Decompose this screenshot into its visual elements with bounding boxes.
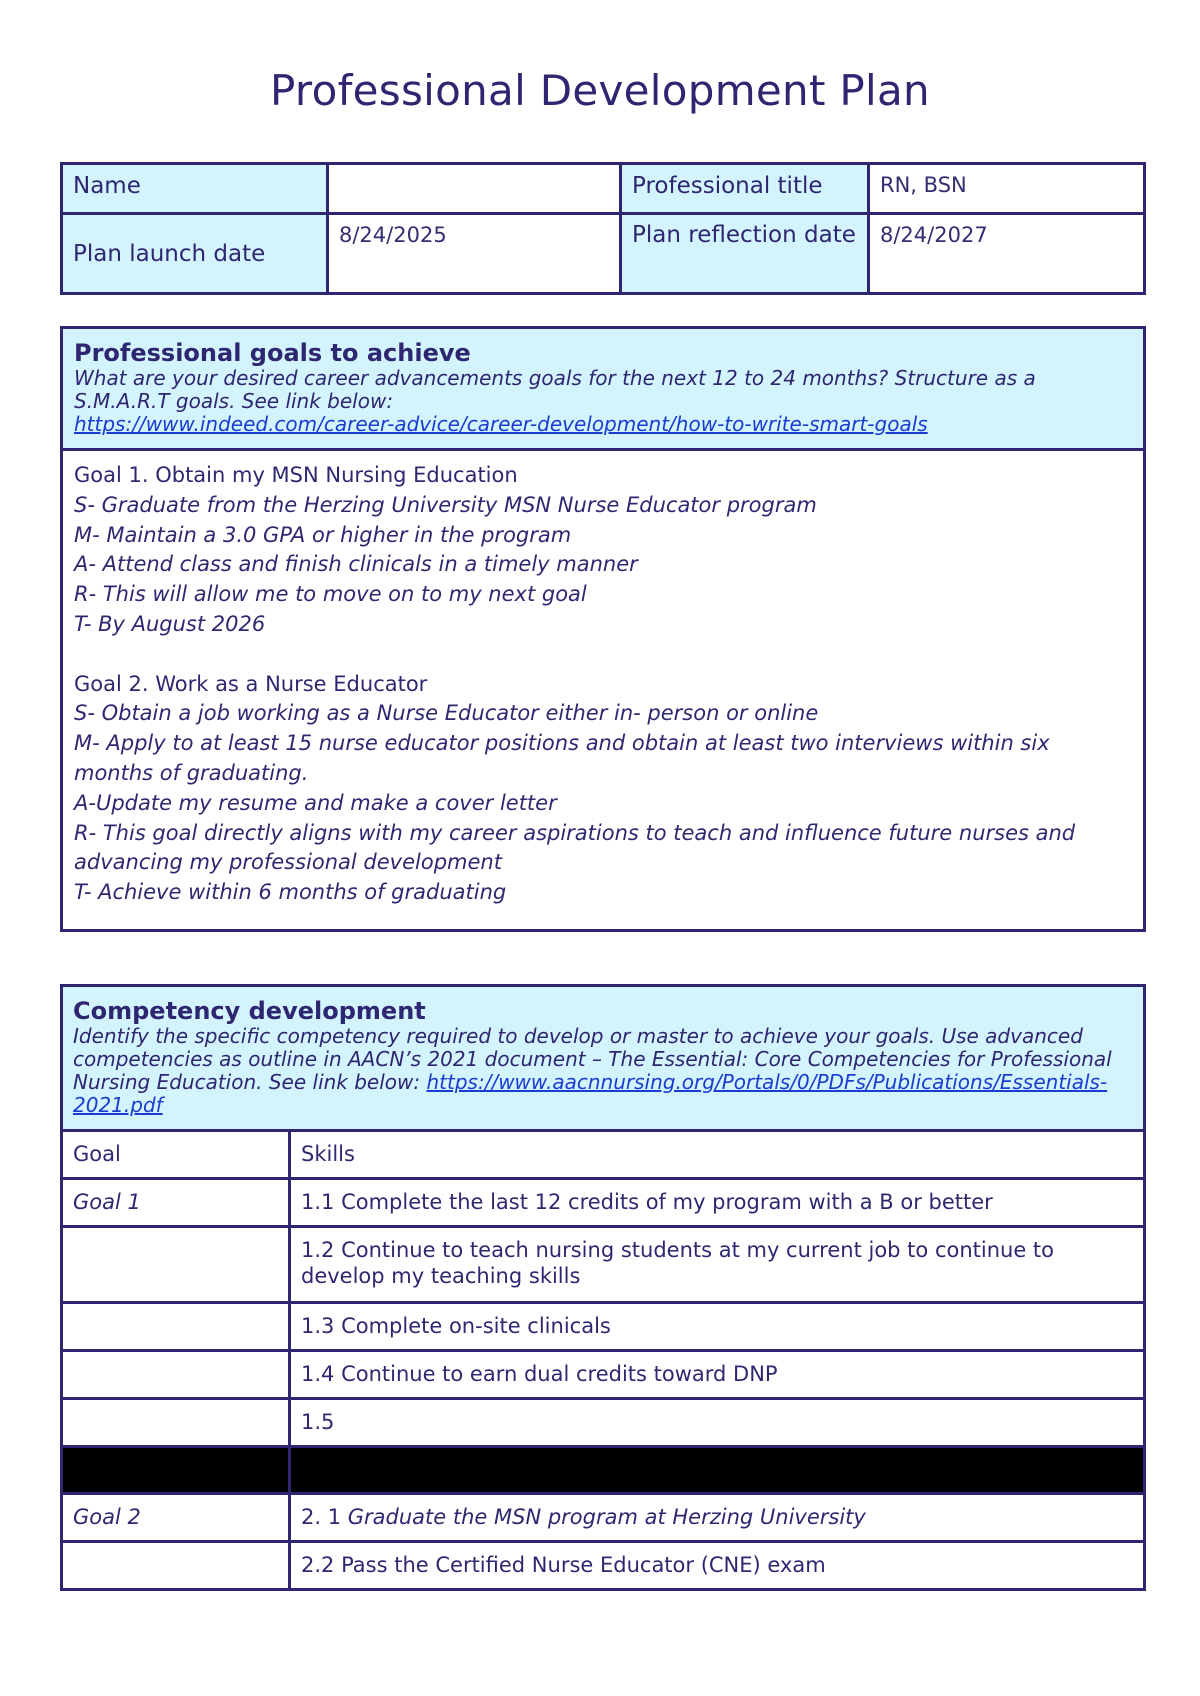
name-value[interactable] [328,164,621,214]
goal-cell: Goal 2 [62,1494,290,1542]
table-row [62,1542,1145,1590]
redacted-cell [290,1447,1145,1494]
goal2-achievable: A-Update my resume and make a cover letter [74,790,557,815]
column-header-goal: Goal [62,1131,290,1179]
skill-cell: 1.1 Complete the last 12 credits of my program with a B or better [290,1179,1145,1227]
smart-goals-link[interactable]: https://www.indeed.com/career-advice/career-development/how-to-write-smart-goals [74,412,928,436]
goal1-achievable: A- Attend class and finish clinicals in a timely manner [74,552,638,577]
goals-body [62,450,1145,931]
goal1-relevant: R- This will allow me to move on to my next goal [74,582,587,607]
reflection-date-value[interactable]: 8/24/2027 [869,214,1145,294]
goal-cell [62,1399,290,1447]
table-row [62,1494,1145,1542]
skill-cell: 2. 1 Graduate the MSN program at Herzing University [290,1494,1145,1542]
skill-cell: 1.5 [290,1399,1145,1447]
goals-description: What are your desired career advancements goals for the next 12 to 24 months? Structure as a S.M.A.R.T goals. See link below: [74,366,1036,413]
goal2-title: Goal 2. Work as a Nurse Educator [74,671,428,696]
professional-title-value[interactable]: RN, BSN [869,164,1145,214]
goal1-specific: S- Graduate from the Herzing University MSN Nurse Educator program [74,492,817,517]
page-title: Professional Development Plan [270,66,930,115]
table-row [62,1303,1145,1351]
table-row [62,1351,1145,1399]
skill-cell: 2.2 Pass the Certified Nurse Educator (CNE) exam [290,1542,1145,1590]
goal-cell [62,1351,290,1399]
goals-header [62,328,1145,450]
name-label: Name [62,164,328,214]
launch-date-value[interactable]: 8/24/2025 [328,214,621,294]
table-row [62,1399,1145,1447]
goal2-specific: S- Obtain a job working as a Nurse Educator either in- person or online [74,701,819,726]
goal1-timebound: T- By August 2026 [74,611,266,636]
essentials-link[interactable]: https://www.aacnnursing.org/Portals/0/PDFs/Publications/Essentials-2021.pdf [73,1070,1108,1117]
goal1-measurable: M- Maintain a 3.0 GPA or higher in the program [74,522,572,547]
goal-cell: Goal 1 [62,1179,290,1227]
goal-cell [62,1542,290,1590]
redacted-cell [62,1447,290,1494]
goal1-title: Goal 1. Obtain my MSN Nursing Education [74,463,518,487]
goal2-relevant: R- This goal directly aligns with my career aspirations to teach and influence future nurses and advancing my professional development [74,820,1076,875]
competency-description: Identify the specific competency required to develop or master to achieve your goals. Use advanced competencies as outline in AACN’s 2021 document – The Essential: Core Competencies for Professional Nursing Education. See link below: https://www.aacnnursing.org/Portals/0/PDFs/Publications/Essentials-2021.pdf [73,1024,1112,1117]
goals-heading: Professional goals to achieve [74,339,471,367]
skill-cell: 1.3 Complete on-site clinicals [290,1303,1145,1351]
launch-date-label: Plan launch date [62,214,328,294]
info-table [60,162,1146,295]
table-row [62,1227,1145,1303]
goals-table [60,326,1146,932]
skill-cell: 1.2 Continue to teach nursing students at my current job to continue to develop my teaching skills [290,1227,1145,1303]
column-header-skills: Skills [290,1131,1145,1179]
competency-table [60,984,1146,1591]
goal-cell [62,1303,290,1351]
competency-heading: Competency development [73,997,426,1025]
redacted-row [62,1447,1145,1494]
table-row [62,1179,1145,1227]
goal2-measurable: M- Apply to at least 15 nurse educator positions and obtain at least two interviews within six months of graduating. [74,731,1050,785]
skill-cell: 1.4 Continue to earn dual credits toward DNP [290,1351,1145,1399]
goal2-timebound: T- Achieve within 6 months of graduating [74,880,507,905]
goal-cell [62,1227,290,1303]
professional-title-label: Professional title [621,164,869,214]
competency-header [62,986,1145,1131]
reflection-date-label: Plan reflection date [621,214,869,294]
